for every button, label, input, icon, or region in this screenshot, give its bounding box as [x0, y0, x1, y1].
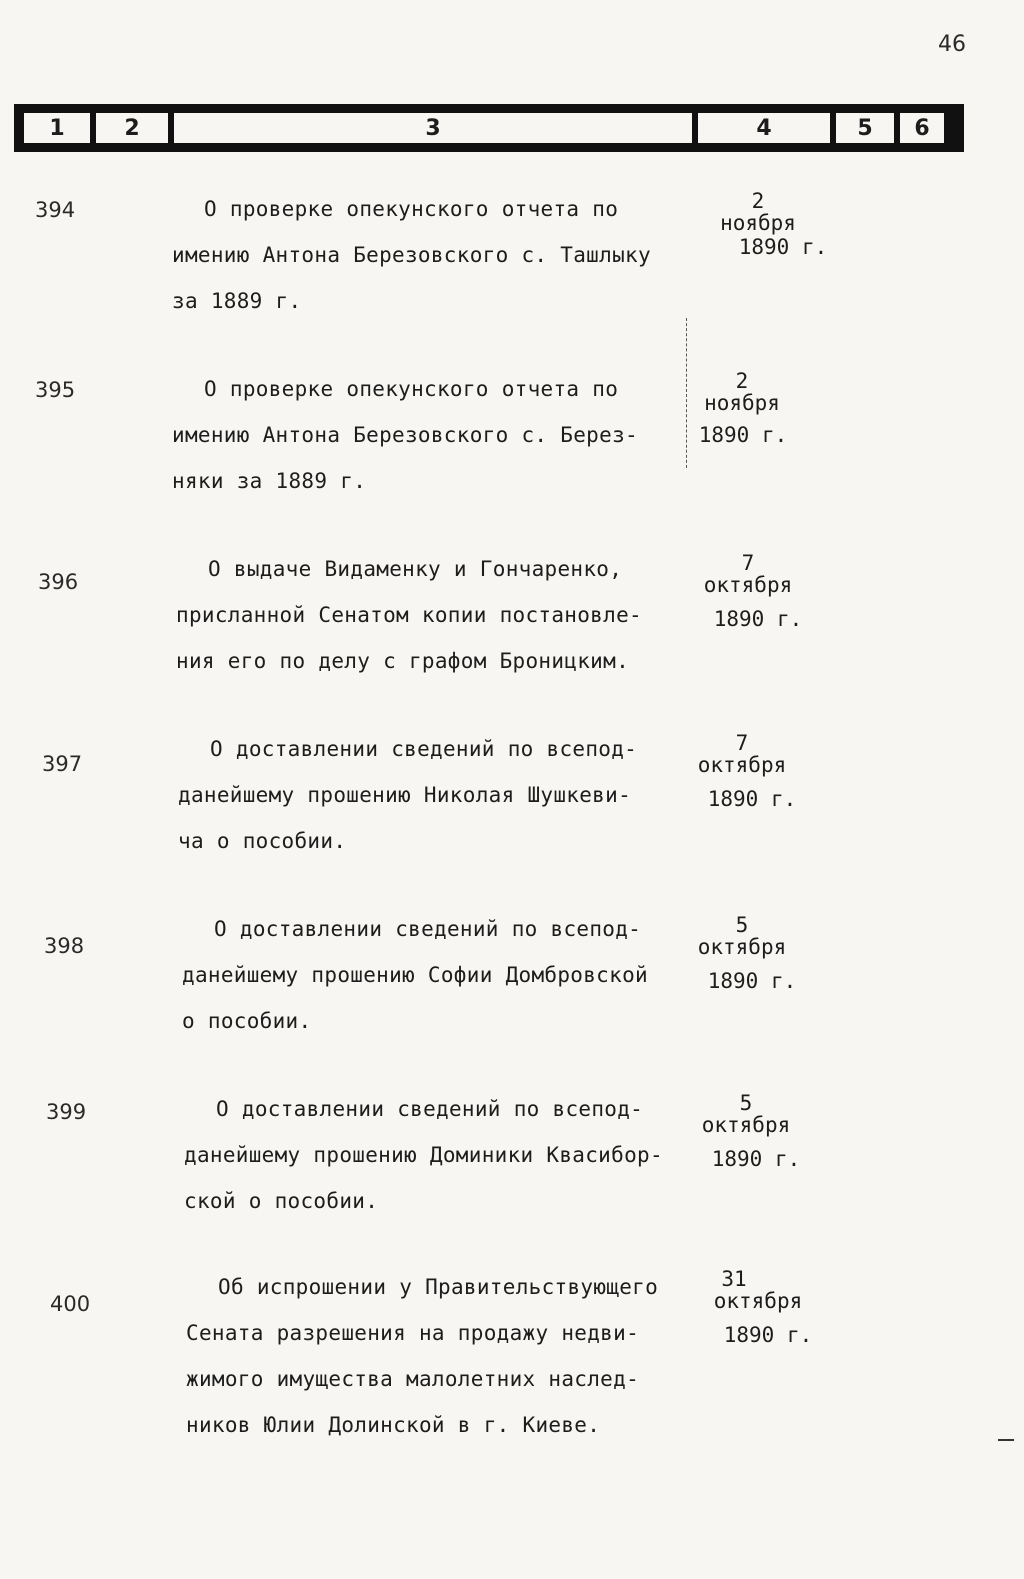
record-number: 399: [46, 1100, 87, 1124]
record-text-line: О доставлении сведений по всепод-: [214, 917, 642, 941]
record-description: [176, 546, 696, 684]
record-number: 400: [50, 1292, 91, 1316]
record-description: [182, 906, 702, 1044]
date-day: 7: [741, 551, 755, 575]
record-text-line: имению Антона Березовского с. Ташлыку: [172, 243, 651, 267]
date-month: октября: [697, 753, 787, 777]
date-month: октября: [701, 1113, 791, 1137]
column-header-2: 2: [96, 113, 168, 143]
date-day: 5: [735, 913, 749, 937]
date-year: 1890 г.: [738, 235, 828, 259]
record-number: 395: [35, 378, 76, 402]
page-number: 46: [938, 32, 966, 57]
record-date: [672, 732, 812, 810]
record-description: [178, 726, 698, 864]
date-month: октября: [697, 935, 787, 959]
date-year: 1890 г.: [698, 423, 788, 447]
record-text-line: няки за 1889 г.: [172, 469, 367, 493]
date-year: 1890 г.: [723, 1323, 813, 1347]
date-day: 5: [739, 1091, 753, 1115]
date-month: октября: [703, 573, 793, 597]
record-date: [688, 190, 828, 258]
date-year: 1890 г.: [713, 607, 803, 631]
record-text-line: О доставлении сведений по всепод-: [210, 737, 638, 761]
margin-dash: [998, 1439, 1014, 1441]
record-description: [184, 1086, 704, 1224]
record-text-line: О выдаче Видаменку и Гончаренко,: [208, 557, 623, 581]
record-text-line: О доставлении сведений по всепод-: [216, 1097, 644, 1121]
column-header-3: 3: [174, 113, 692, 143]
record-description: [186, 1264, 706, 1448]
record-description: [172, 186, 692, 324]
date-month: ноября: [704, 391, 780, 415]
date-day: 2: [751, 189, 765, 213]
record-text-line: О проверке опекунского отчета по: [204, 197, 619, 221]
record-text-line: имению Антона Березовского с. Берез-: [172, 423, 638, 447]
record-text-line: ния его по делу с графом Броницким.: [176, 649, 630, 673]
column-header-4: 4: [698, 113, 830, 143]
column-header-5: 5: [836, 113, 894, 143]
date-day: 7: [735, 731, 749, 755]
record-date: [678, 552, 818, 630]
record-text-line: за 1889 г.: [172, 289, 302, 313]
record-number: 396: [38, 570, 79, 594]
record-text-line: ча о пособии.: [178, 829, 347, 853]
record-number: 397: [42, 752, 83, 776]
record-number: 398: [44, 934, 85, 958]
record-text-line: данейшему прошению Николая Шушкеви-: [178, 783, 632, 807]
record-text-line: жимого имущества малолетних наслед-: [186, 1367, 640, 1391]
column-header-6: 6: [900, 113, 944, 143]
record-text-line: О проверке опекунского отчета по: [204, 377, 619, 401]
record-text-line: о пособии.: [182, 1009, 312, 1033]
record-text-line: ской о пособии.: [184, 1189, 379, 1213]
date-month: ноября: [720, 211, 796, 235]
record-date: [672, 370, 812, 446]
column-header-bar: [14, 104, 964, 152]
record-date: [688, 1268, 828, 1346]
column-header-1: 1: [24, 113, 90, 143]
record-text-line: присланной Сенатом копии постановле-: [176, 603, 642, 627]
record-date: [672, 914, 812, 992]
record-text-line: ников Юлии Долинской в г. Киеве.: [186, 1413, 601, 1437]
date-day: 2: [735, 369, 749, 393]
record-date: [676, 1092, 816, 1170]
date-day: 31: [721, 1267, 747, 1291]
date-year: 1890 г.: [711, 1147, 801, 1171]
record-text-line: Об испрошении у Правительствующего: [218, 1275, 659, 1299]
date-year: 1890 г.: [707, 969, 797, 993]
record-text-line: данейшему прошению Доминики Квасибор-: [184, 1143, 663, 1167]
record-text-line: данейшему прошению Софии Домбровской: [182, 963, 648, 987]
record-description: [172, 366, 692, 504]
date-month: октября: [713, 1289, 803, 1313]
record-text-line: Сената разрешения на продажу недви-: [186, 1321, 640, 1345]
record-number: 394: [35, 198, 76, 222]
date-year: 1890 г.: [707, 787, 797, 811]
